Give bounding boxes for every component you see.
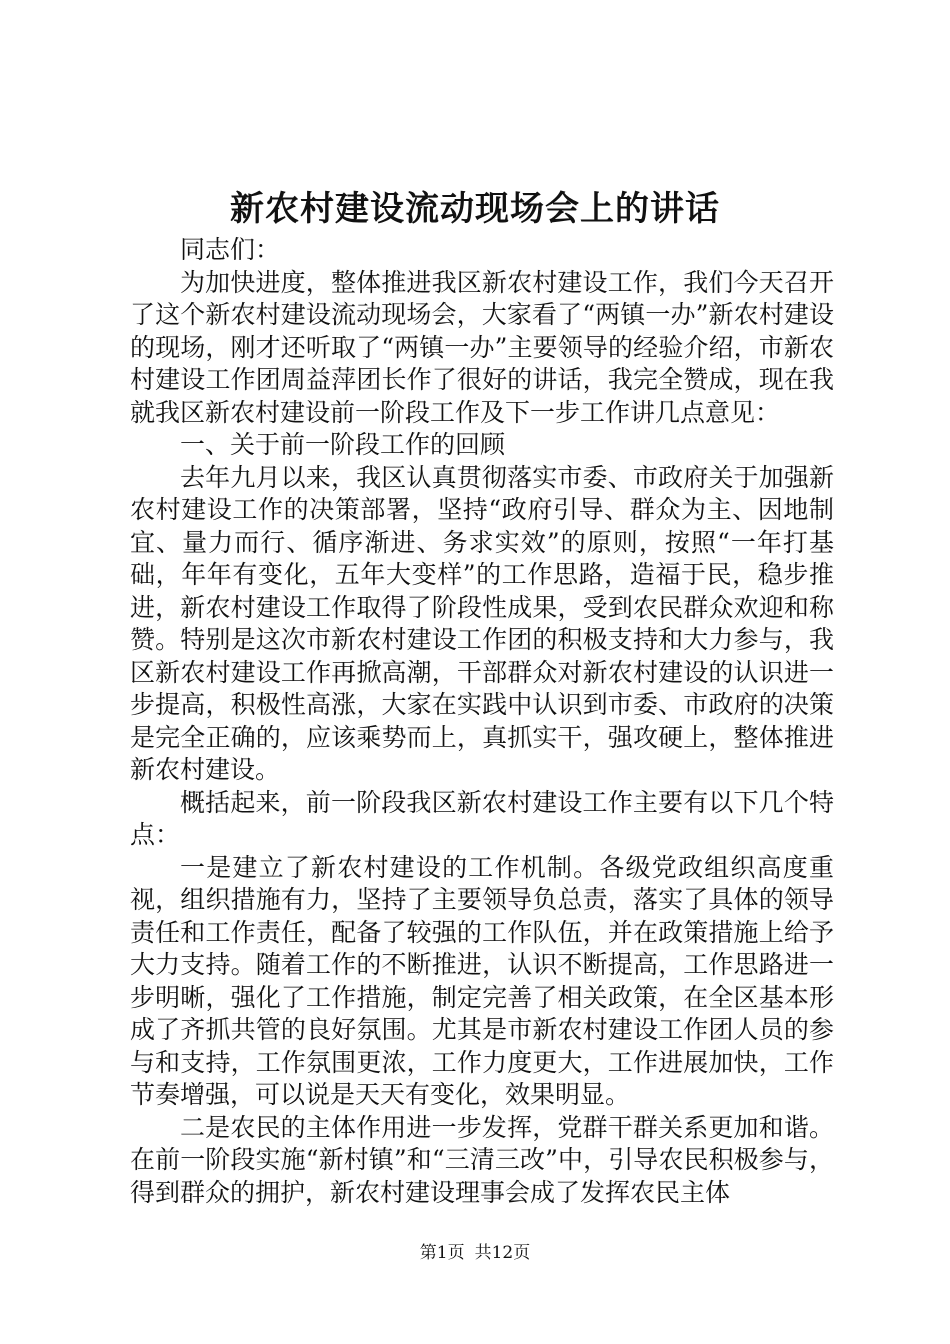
- salutation-paragraph: 同志们：: [180, 235, 281, 264]
- document-body: [130, 234, 834, 1209]
- document-title: 新农村建设流动现场会上的讲话: [230, 189, 720, 229]
- body-paragraph: 为加快进度，整体推进我区新农村建设工作，我们今天召开了这个新农村建设流动现场会，大家看了“两镇一办”新农村建设的现场，刚才还听取了“两镇一办”主要领导的经验介绍，市新农村建设工作团周益萍团长作了很好的讲话，我完全赞成，现在我就我区新农村建设前一阶段工作及下一步工作讲几点意见：: [130, 267, 834, 427]
- page-number: 第1页: [419, 1243, 465, 1263]
- body-paragraph: 二是农民的主体作用进一步发挥，党群干群关系更加和谐。在前一阶段实施“新村镇”和“三清三改”中，引导农民积极参与，得到群众的拥护，新农村建设理事会成了发挥农民主体: [130, 1112, 834, 1207]
- body-paragraph: 一是建立了新农村建设的工作机制。各级党政组织高度重视，组织措施有力，坚持了主要领导负总责，落实了具体的领导责任和工作责任，配备了较强的工作队伍，并在政策措施上给予大力支持。随着工作的不断推进，认识不断提高，工作思路进一步明晰，强化了工作措施，制定完善了相关政策，在全区基本形成了齐抓共管的良好氛围。尤其是市新农村建设工作团人员的参与和支持，工作氛围更浓，工作力度更大，工作进展加快，工作节奏增强，可以说是天天有变化，效果明显。: [130, 852, 834, 1109]
- page-footer: [0, 1240, 950, 1266]
- body-paragraph: 概括起来，前一阶段我区新农村建设工作主要有以下几个特点：: [130, 787, 834, 849]
- section-heading: 一、关于前一阶段工作的回顾: [180, 430, 506, 459]
- body-paragraph: 去年九月以来，我区认真贯彻落实市委、市政府关于加强新农村建设工作的决策部署，坚持“政府引导、群众为主、因地制宜、量力而行、循序渐进、务求实效”的原则，按照“一年打基础，年年有变化，五年大变样”的工作思路，造福于民，稳步推进，新农村建设工作取得了阶段性成果，受到农民群众欢迎和称赞。特别是这次市新农村建设工作团的积极支持和大力参与，我区新农村建设工作再掀高潮，干部群众对新农村建设的认识进一步提高，积极性高涨，大家在实践中认识到市委、市政府的决策是完全正确的，应该乘势而上，真抓实干，强攻硬上，整体推进新农村建设。: [130, 462, 834, 784]
- page-total: 共12页: [474, 1243, 531, 1263]
